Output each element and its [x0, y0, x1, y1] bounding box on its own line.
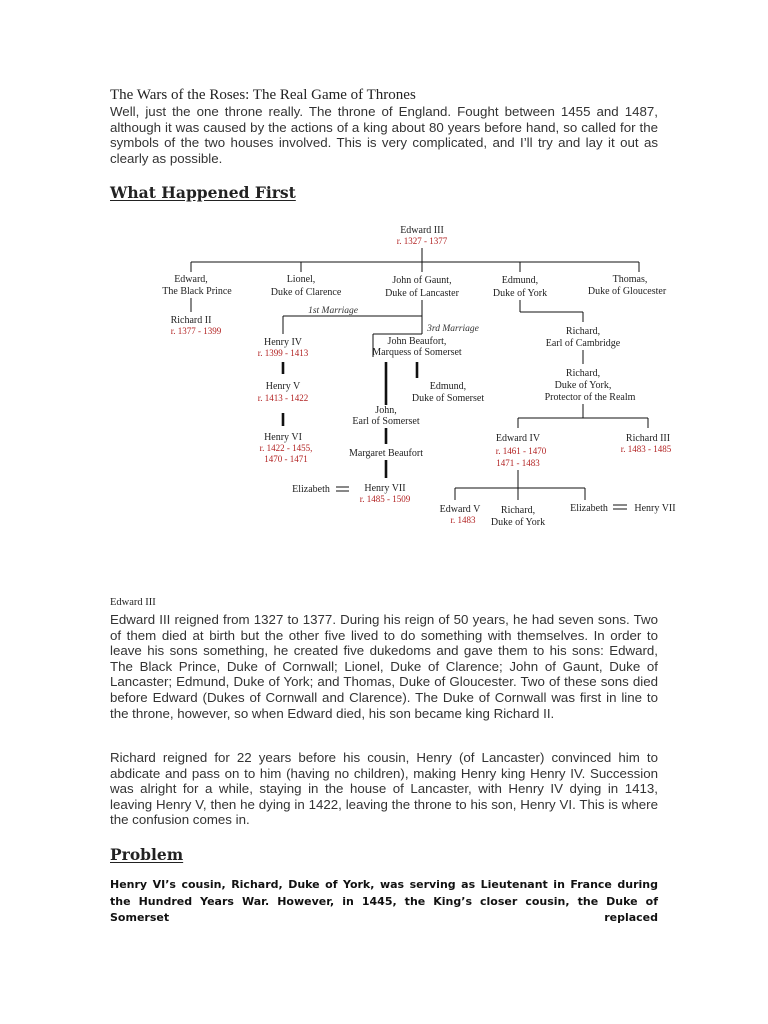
node-richard-iii-name: Richard III — [625, 433, 671, 444]
node-henry-v-reign: r. 1413 - 1422 — [257, 393, 309, 403]
label-third-marriage: 3rd Marriage — [427, 324, 479, 334]
node-richard-ii-reign: r. 1377 - 1399 — [170, 326, 222, 336]
node-lionel-line2: Duke of Clarence — [270, 287, 342, 298]
node-richard-york-line1: Richard, — [565, 368, 601, 379]
node-richard-iii-reign: r. 1483 - 1485 — [620, 444, 672, 454]
node-richard-ii-name: Richard II — [170, 315, 212, 326]
node-john-beaufort-line2: Marquess of Somerset — [372, 347, 462, 358]
node-edward-iv-name: Edward IV — [495, 433, 541, 444]
section-heading-problem: Problem — [110, 845, 184, 864]
node-gaunt-line2: Duke of Lancaster — [385, 288, 459, 299]
node-richard-cambridge-line1: Richard, — [565, 326, 601, 337]
node-richard-york-line2: Duke of York, — [554, 380, 612, 391]
node-black-prince-line1: Edward, — [174, 274, 208, 285]
node-henry-vi-name: Henry VI — [264, 432, 302, 443]
node-richard-cambridge-line2: Earl of Cambridge — [545, 338, 621, 349]
document-title: The Wars of the Roses: The Real Game of Thrones — [110, 87, 416, 103]
node-edward-iv-reign1: r. 1461 - 1470 — [495, 446, 547, 456]
node-richard-york-line3: Protector of the Realm — [544, 392, 636, 403]
node-john-somerset-line1: John, — [375, 405, 397, 416]
node-henry-v-name: Henry V — [265, 381, 301, 392]
node-john-beaufort-line1: John Beaufort, — [387, 336, 447, 347]
node-richard-duke-york-line2: Duke of York — [490, 517, 546, 528]
node-edmund-york-line2: Duke of York — [492, 288, 548, 299]
node-edward-v-name: Edward V — [439, 504, 481, 515]
node-edmund-york-line1: Edmund, — [501, 275, 539, 286]
node-henry-vi-reign1: r. 1422 - 1455, — [259, 443, 313, 453]
figure-caption: Edward III — [110, 597, 156, 608]
node-thomas-line2: Duke of Gloucester — [587, 286, 667, 297]
node-edmund-somerset-line2: Duke of Somerset — [411, 393, 485, 404]
node-henry-vii-reign: r. 1485 - 1509 — [359, 494, 411, 504]
intro-paragraph: Well, just the one throne really. The throne of England. Fought between 1455 and 1487, although it was caused by the actions of a king about 80 years before hand, so called for the symbols of the two houses involved. This is very complicated, and I’ll try and lay it out as clearly as possible. — [110, 104, 658, 166]
node-edward-iv-reign2: 1471 - 1483 — [496, 458, 540, 468]
node-black-prince-line2: The Black Prince — [162, 286, 232, 297]
paragraph-richard-ii: Richard reigned for 22 years before his cousin, Henry (of Lancaster) convinced him to abdicate and pass on to him (having no children), making Henry king Henry IV. Succession was alright for a while, staying in the house of Lancaster, with Henry IV dying in 1413, leaving Henry V, then he dying in 1422, leaving the throne to his son, Henry VI. This is where the confusion comes in. — [110, 750, 658, 828]
node-edward-v-reign: r. 1483 — [450, 515, 476, 525]
node-john-somerset-line2: Earl of Somerset — [352, 416, 420, 427]
paragraph-edward-iii: Edward III reigned from 1327 to 1377. During his reign of 50 years, he had seven sons. Two of them died at birth but the other five lived to do something with themselves. In order to leave his sons something, he created five dukedoms and gave them to his sons: Edward, The Black Prince, Duke of Cornwall; Lionel, Duke of Clarence; John of Gaunt, Duke of Lancaster; Edmund, Duke of York; and Thomas, Duke of Gloucester. Two of these sons died before Edward (Dukes of Cornwall and Clarence). The Duke of Cornwall was first in line to the throne, however, so when Edward died, his son became king Richard II. — [110, 612, 658, 721]
section-heading-what-happened-first: What Happened First — [110, 183, 296, 202]
node-henry-vi-reign2: 1470 - 1471 — [264, 454, 308, 464]
node-edward-iii-name: Edward III — [400, 225, 444, 236]
node-lionel-line1: Lionel, — [286, 274, 316, 285]
node-edmund-somerset-line1: Edmund, — [429, 381, 467, 392]
node-henry-iv-reign: r. 1399 - 1413 — [257, 348, 309, 358]
label-first-marriage: 1st Marriage — [308, 306, 358, 316]
node-margaret-beaufort: Margaret Beaufort — [349, 448, 423, 459]
node-elizabeth-left: Elizabeth — [292, 484, 330, 495]
node-henry-iv-name: Henry IV — [263, 337, 303, 348]
node-thomas-line1: Thomas, — [612, 274, 648, 285]
paragraph-problem: Henry VI’s cousin, Richard, Duke of York, was serving as Lieutenant in France during the Hundred Years War. However, in 1445, the King’s closer cousin, the Duke of Somerset replaced — [110, 878, 658, 924]
node-elizabeth-right: Elizabeth — [570, 503, 608, 514]
node-gaunt-line1: John of Gaunt, — [392, 275, 452, 286]
node-richard-duke-york-line1: Richard, — [500, 505, 536, 516]
node-henry-vii-right: Henry VII — [634, 503, 676, 514]
node-edward-iii-reign: r. 1327 - 1377 — [396, 236, 448, 246]
node-henry-vii-name: Henry VII — [364, 483, 406, 494]
